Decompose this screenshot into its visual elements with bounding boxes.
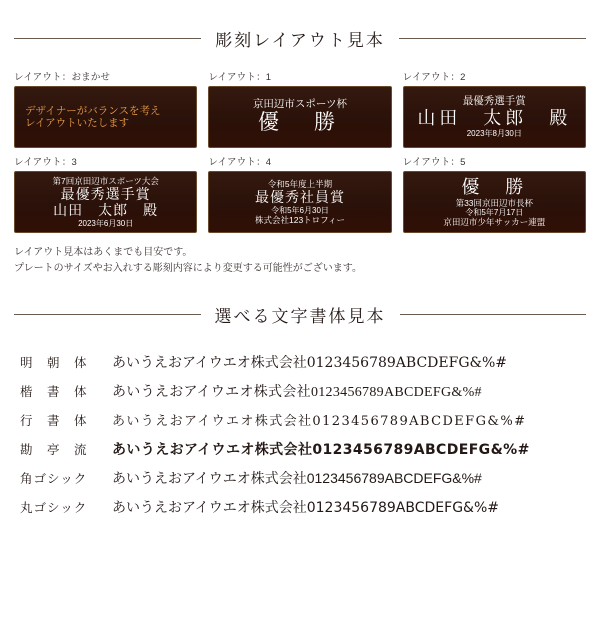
- plate-line: 2023年8月30日: [466, 129, 522, 139]
- heading-rule-left: [14, 314, 201, 315]
- plate-line: 最優秀選手賞: [60, 185, 151, 202]
- layout-note-line: プレートのサイズやお入れする彫刻内容により変更する可能性がございます。: [14, 262, 362, 274]
- font-name: 明 朝 体: [20, 355, 88, 370]
- font-sample-row: [20, 376, 580, 405]
- font-sample-text: あいうえおアイウエオ株式会社0123456789ABCDEFG&%#: [112, 499, 499, 516]
- font-section-title: 選べる文字書体見本: [214, 307, 386, 326]
- plate-line: デザイナーがバランスを考え: [25, 104, 161, 117]
- font-sample-text: あいうえおアイウエオ株式会社0123456789ABCDEFG&%#: [112, 384, 482, 400]
- heading-rule-right: [399, 38, 586, 39]
- page-root: [0, 26, 600, 626]
- font-name: 楷 書 体: [20, 384, 88, 399]
- font-name: 丸ゴシック: [20, 500, 88, 515]
- font-sample-text: あいうえおアイウエオ株式会社0123456789ABCDEFG&%#: [112, 414, 527, 429]
- plate-line: 株式会社123トロフィー: [254, 214, 345, 225]
- font-sample-row: [20, 405, 580, 434]
- plate-line: 第7回京田辺市スポーツ大会: [52, 175, 159, 186]
- heading-rule-right: [400, 314, 587, 315]
- layout-sample-label: レイアウト：5: [402, 157, 466, 168]
- layout-note-line: レイアウト見本はあくまでも目安です。: [14, 247, 193, 258]
- layout-sample-cell: [208, 154, 391, 233]
- font-sample-list: [14, 347, 586, 521]
- layout-section-title: 彫刻レイアウト見本: [215, 31, 385, 50]
- layout-section-heading: [14, 26, 586, 51]
- engraving-plate: [14, 86, 197, 148]
- engraving-plate: [14, 171, 197, 233]
- layout-sample-cell: [14, 69, 197, 148]
- plate-line: 令和5年6月30日: [271, 205, 329, 215]
- font-sample-text: あいうえおアイウエオ株式会社0123456789ABCDEFG&%#: [112, 441, 530, 458]
- plate-line: レイアウトいたします: [25, 117, 130, 129]
- layout-note: [14, 245, 586, 276]
- font-section-heading: [14, 302, 586, 327]
- plate-line: 山田 太郎 殿: [53, 202, 159, 219]
- layout-sample-grid: [14, 69, 586, 233]
- layout-sample-label: レイアウト：おまかせ: [14, 72, 111, 83]
- engraving-plate: [403, 86, 586, 148]
- plate-line: 優 勝: [257, 110, 342, 134]
- font-sample-text: あいうえおアイウエオ株式会社0123456789ABCDEFG&%#: [112, 354, 508, 371]
- plate-line: 京田辺市少年サッカー連盟: [443, 217, 546, 228]
- layout-sample-cell: [403, 154, 586, 233]
- plate-line: 第33回京田辺市長杯: [455, 197, 534, 208]
- font-sample-row: [20, 434, 580, 463]
- plate-line: 令和5年度上半期: [267, 179, 333, 189]
- font-name: 角ゴシック: [20, 471, 88, 486]
- layout-sample-label: レイアウト：4: [208, 157, 272, 168]
- plate-line: 最優秀社員賞: [254, 189, 345, 206]
- font-name: 勘 亭 流: [20, 442, 88, 457]
- font-sample-row: [20, 463, 580, 492]
- layout-sample-label: レイアウト：2: [402, 72, 466, 83]
- layout-sample-label: レイアウト：1: [208, 72, 272, 83]
- layout-sample-cell: [208, 69, 391, 148]
- plate-line: 最優秀選手賞: [462, 95, 526, 108]
- engraving-plate: [403, 171, 586, 233]
- plate-line: 山田 太郎 殿: [417, 107, 572, 128]
- font-sample-text: あいうえおアイウエオ株式会社0123456789ABCDEFG&%#: [112, 469, 482, 486]
- layout-sample-cell: [14, 154, 197, 233]
- font-sample-row: [20, 347, 580, 376]
- font-sample-row: [20, 492, 580, 521]
- plate-line: 京田辺市スポーツ杯: [252, 98, 348, 111]
- engraving-plate: [208, 86, 391, 148]
- plate-line: 令和5年7月17日: [465, 207, 524, 217]
- font-name: 行 書 体: [20, 413, 88, 428]
- engraving-plate: [208, 171, 391, 233]
- plate-line: 優 勝: [461, 176, 528, 197]
- heading-rule-left: [14, 38, 201, 39]
- plate-line: 2023年6月30日: [78, 218, 134, 228]
- layout-sample-cell: [403, 69, 586, 148]
- layout-sample-label: レイアウト：3: [14, 157, 77, 168]
